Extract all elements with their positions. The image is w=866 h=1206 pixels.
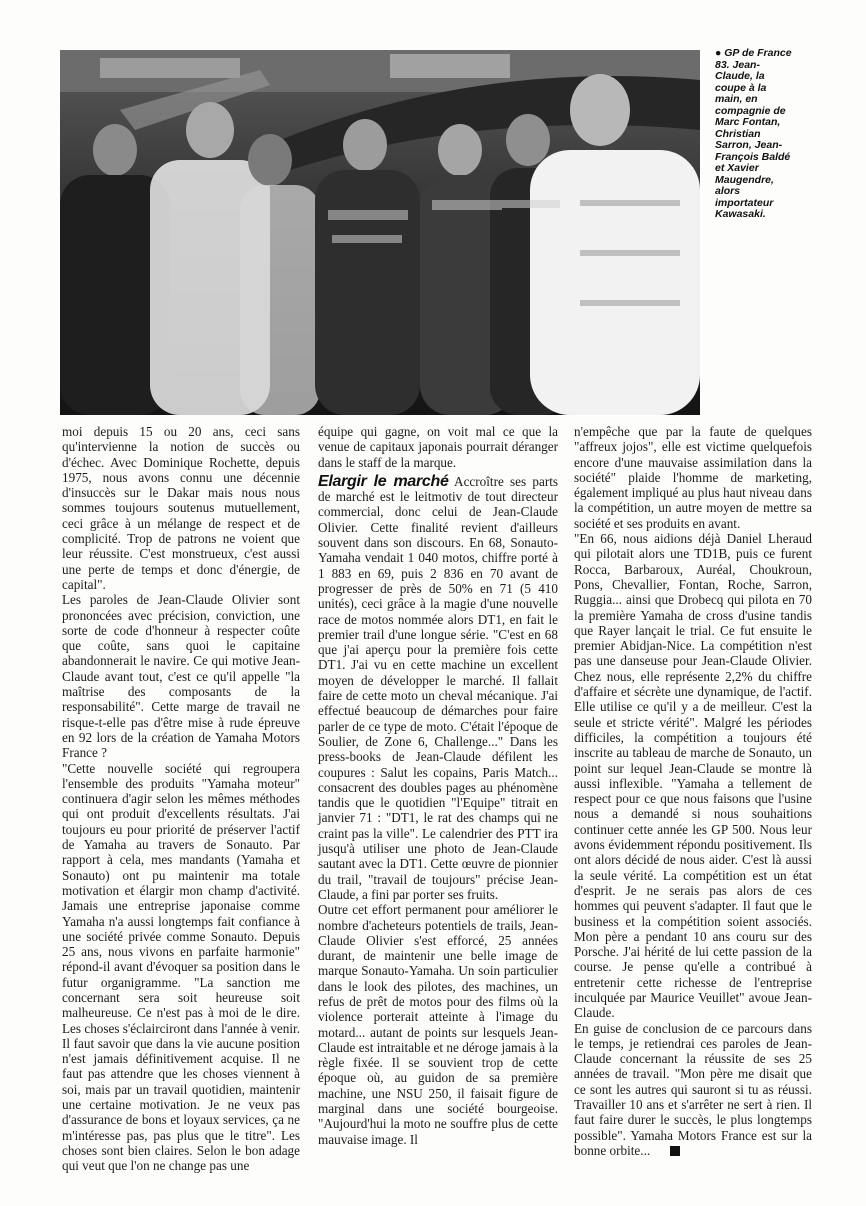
paragraph: moi depuis 15 ou 20 ans, ceci sans qu'intervienne la notion de succès ou d'échec. Avec Dominique Rochette, depuis 1975, nous avons connu une décennie d'insuccès sur le Dakar mais nous nous sommes toujours soutenus mutuellement, ceci grâce à un mélange de respect et de complicité. Trop de patrons ne voient que leur réussite. C'est monstrueux, c'est aussi une perte de temps et donc d'énergie, de capital". xyxy=(62,424,300,592)
photo-illustration xyxy=(60,50,700,415)
text-column-3 xyxy=(574,424,812,1158)
paragraph: Outre cet effort permanent pour améliorer le nombre d'acheteurs potentiels de trails, Jean-Claude Olivier s'est efforcé, 25 années durant, de maintenir une belle image de marque Sonauto-Yamaha. Un soin particulier dans le look des pilotes, des machines, un refus de prêt de motos pour des films où la violence porterait atteinte à l'image du motard... autant de points sur lesquels Jean-Claude est intraitable et ne déroge jamais à la règle fixée. Il se souvient trop de cette époque où, au guidon de sa première machine, une NSU 250, il faisait figure de marginal dans une société bourgeoise. "Aujourd'hui la moto ne souffre plus de cette mauvaise image. Il xyxy=(318,902,558,1147)
closing-text: En guise de conclusion de ce parcours dans le temps, je retiendrai ces paroles de Jean-Claude concernant la réussite de ses 25 années de travail. "Mon père me disait que ce sont les autres qui sauront si tu as réussi. Travailler 10 ans et s'arrêter ne sert à rien. Il faut faire durer le succès, le plus longtemps possible". Yamaha Motors France est sur la bonne orbite... xyxy=(574,1020,812,1158)
paragraph: n'empêche que par la faute de quelques "affreux jojos", elle est victime quelquefois encore d'une mauvaise assimilation dans la société" plaide l'homme de marketing, également impliqué au plus haut niveau dans la compétition, un autre moyen de mettre sa société et ses produits en avant. xyxy=(574,424,812,531)
text-column-1 xyxy=(62,424,300,1174)
section-heading: Elargir le marché xyxy=(318,472,449,490)
paragraph xyxy=(574,1021,812,1159)
paragraph: Les paroles de Jean-Claude Olivier sont prononcées avec précision, conviction, une sorte de code d'honneur à respecter coûte que coûte, sans quoi le capitaine abandonnerait le navire. Ce qui motive Jean-Claude avant tout, c'est ce qu'il appelle "la maîtrise des composants de la responsabilité". Cette marge de travail ne risque-t-elle pas d'être mise à rude épreuve en 92 lors de la création de Yamaha Motors France ? xyxy=(62,592,300,761)
text-column-2 xyxy=(318,424,558,1147)
end-of-article-mark xyxy=(670,1146,680,1156)
section-paragraph xyxy=(318,474,558,902)
section-text: Accroître ses parts de marché est le leitmotiv de tout directeur commercial, donc celui de Jean-Claude Olivier. Cette finalité revient d'ailleurs souvent dans son discours. En 68, Sonauto-Yamaha vendait 1 040 motos, chiffre porté à 1 883 en 69, puis 2 836 en 70 avant de progresser de près de 50% en 71 (5 410 unités), ceci grâce à la magie d'une nouvelle race de motos nommée alors DT1, en fait le premier trail d'une longue série. "C'est en 68 que j'ai aperçu pour la première fois cette DT1. J'ai vu en cette machine un excellent moyen de développer le marché. Il fallait faire de cette moto un cheval mécanique. J'ai effectué beaucoup de démarches pour faire parler de ce type de moto. C'était l'époque de Soulier, de Zone 6, Challenge..." Dans les press-books de Jean-Claude défilent les coupures : Salut les copains, Paris Match... consacrent des doubles pages au phénomène tandis que le quotidien "l'Equipe" titrait en janvier 71 : "DT1, le rat des champs qui ne craint pas la ville". Le calendrier des PTT ira jusqu'à utiliser une photo de Jean-Claude sautant avec la DT1. Cette œuvre de pionnier du trail, "travail de toujours" précise Jean-Claude, a fini par porter ses fruits. xyxy=(318,473,559,902)
paragraph: "En 66, nous aidions déjà Daniel Lheraud qui pilotait alors une TD1B, puis ce furent Rocca, Barbaroux, Auréal, Choukroun, Pons, Chevallier, Fontan, Roche, Sarron, Ruggia... ainsi que Drobecq qui pilota en 70 la première Yamaha de cross d'usine tandis que Rayer lançait le trial. Ce fut ensuite le premier Abidjan-Nice. La compétition n'est pas une danseuse pour Jean-Claude Olivier. Chez nous, elle représente 2,2% du chiffre d'affaire et sécrète une dynamique, de l'actif. Elle utilise ce qu'il y a de meilleur. C'est la seule et stricte vérité". Malgré les périodes difficiles, la compétition a toujours été inscrite au tableau de marche de Sonauto, un point sur lequel Jean-Claude se montre là aussi inflexible. "Yamaha a tellement de respect pour ce que nous faisons que l'usine nous a demandé si nous souhaitions continuer cette année les GP 500. Nous leur avons évidemment répondu positivement. Ils ont alors décidé de nous aider. C'est là aussi la seule vérité. La compétition est un état d'esprit. Je ne serais pas alors de ces hommes qui peuvent s'adapter. Il faut que le business et la compétition soient associés. Mon père a pendant 10 ans couru sur des Porsche. J'ai hérité de lui cette passion de la course. Je pense qu'elle a contribué à entretenir cette richesse de l'entreprise inculquée par Maurice Veuillet" avoue Jean-Claude. xyxy=(574,531,812,1021)
paragraph: équipe qui gagne, on voit mal ce que la venue de capitaux japonais pourrait déranger dans le staff de la marque. xyxy=(318,424,558,470)
paragraph: "Cette nouvelle société qui regroupera l'ensemble des produits "Yamaha moteur" continuera d'agir selon les mêmes méthodes qui ont produit d'excellents résultats. J'ai toujours eu pour priorité de préserver l'actif de Yamaha au travers de Sonauto. Par rapport à cela, mes mandants (Yamaha et Sonauto) ont pu maintenir ma totale motivation et élargir mon champ d'activité. Jamais une entreprise japonaise comme Yamaha n'a aussi longtemps fait confiance à une société privée comme Sonauto. Depuis 25 ans, nous vivons en parfaite harmonie" répond-il avant d'évoquer sa position dans le futur organigramme. "La sanction me concernant sera soit heureuse soit malheureuse. Ce n'est pas à moi de le dire. Les choses s'éclairciront dans l'année à venir. Il faut savoir que dans la vie aucune position n'est jamais définitivement acquise. Il ne faut pas attendre que les choses viennent à soi, mais par un travail quotidien, maintenir une certaine motivation. Je ne veux pas d'assurance de bons et loyaux services, ça ne m'intéresse pas, pas plus que le titre". Les choses sont bien claires. Selon le bon adage qui veut que l'on ne change pas une xyxy=(62,760,301,1174)
photo-caption: ● GP de France 83. Jean- Claude, la coupe à la main, en compagnie de Marc Fontan, Christian Sarron, Jean- François Baldé et Xavier Maugendre, alors importateur Kawasaki. xyxy=(715,47,792,220)
race-team-photo xyxy=(60,50,700,415)
